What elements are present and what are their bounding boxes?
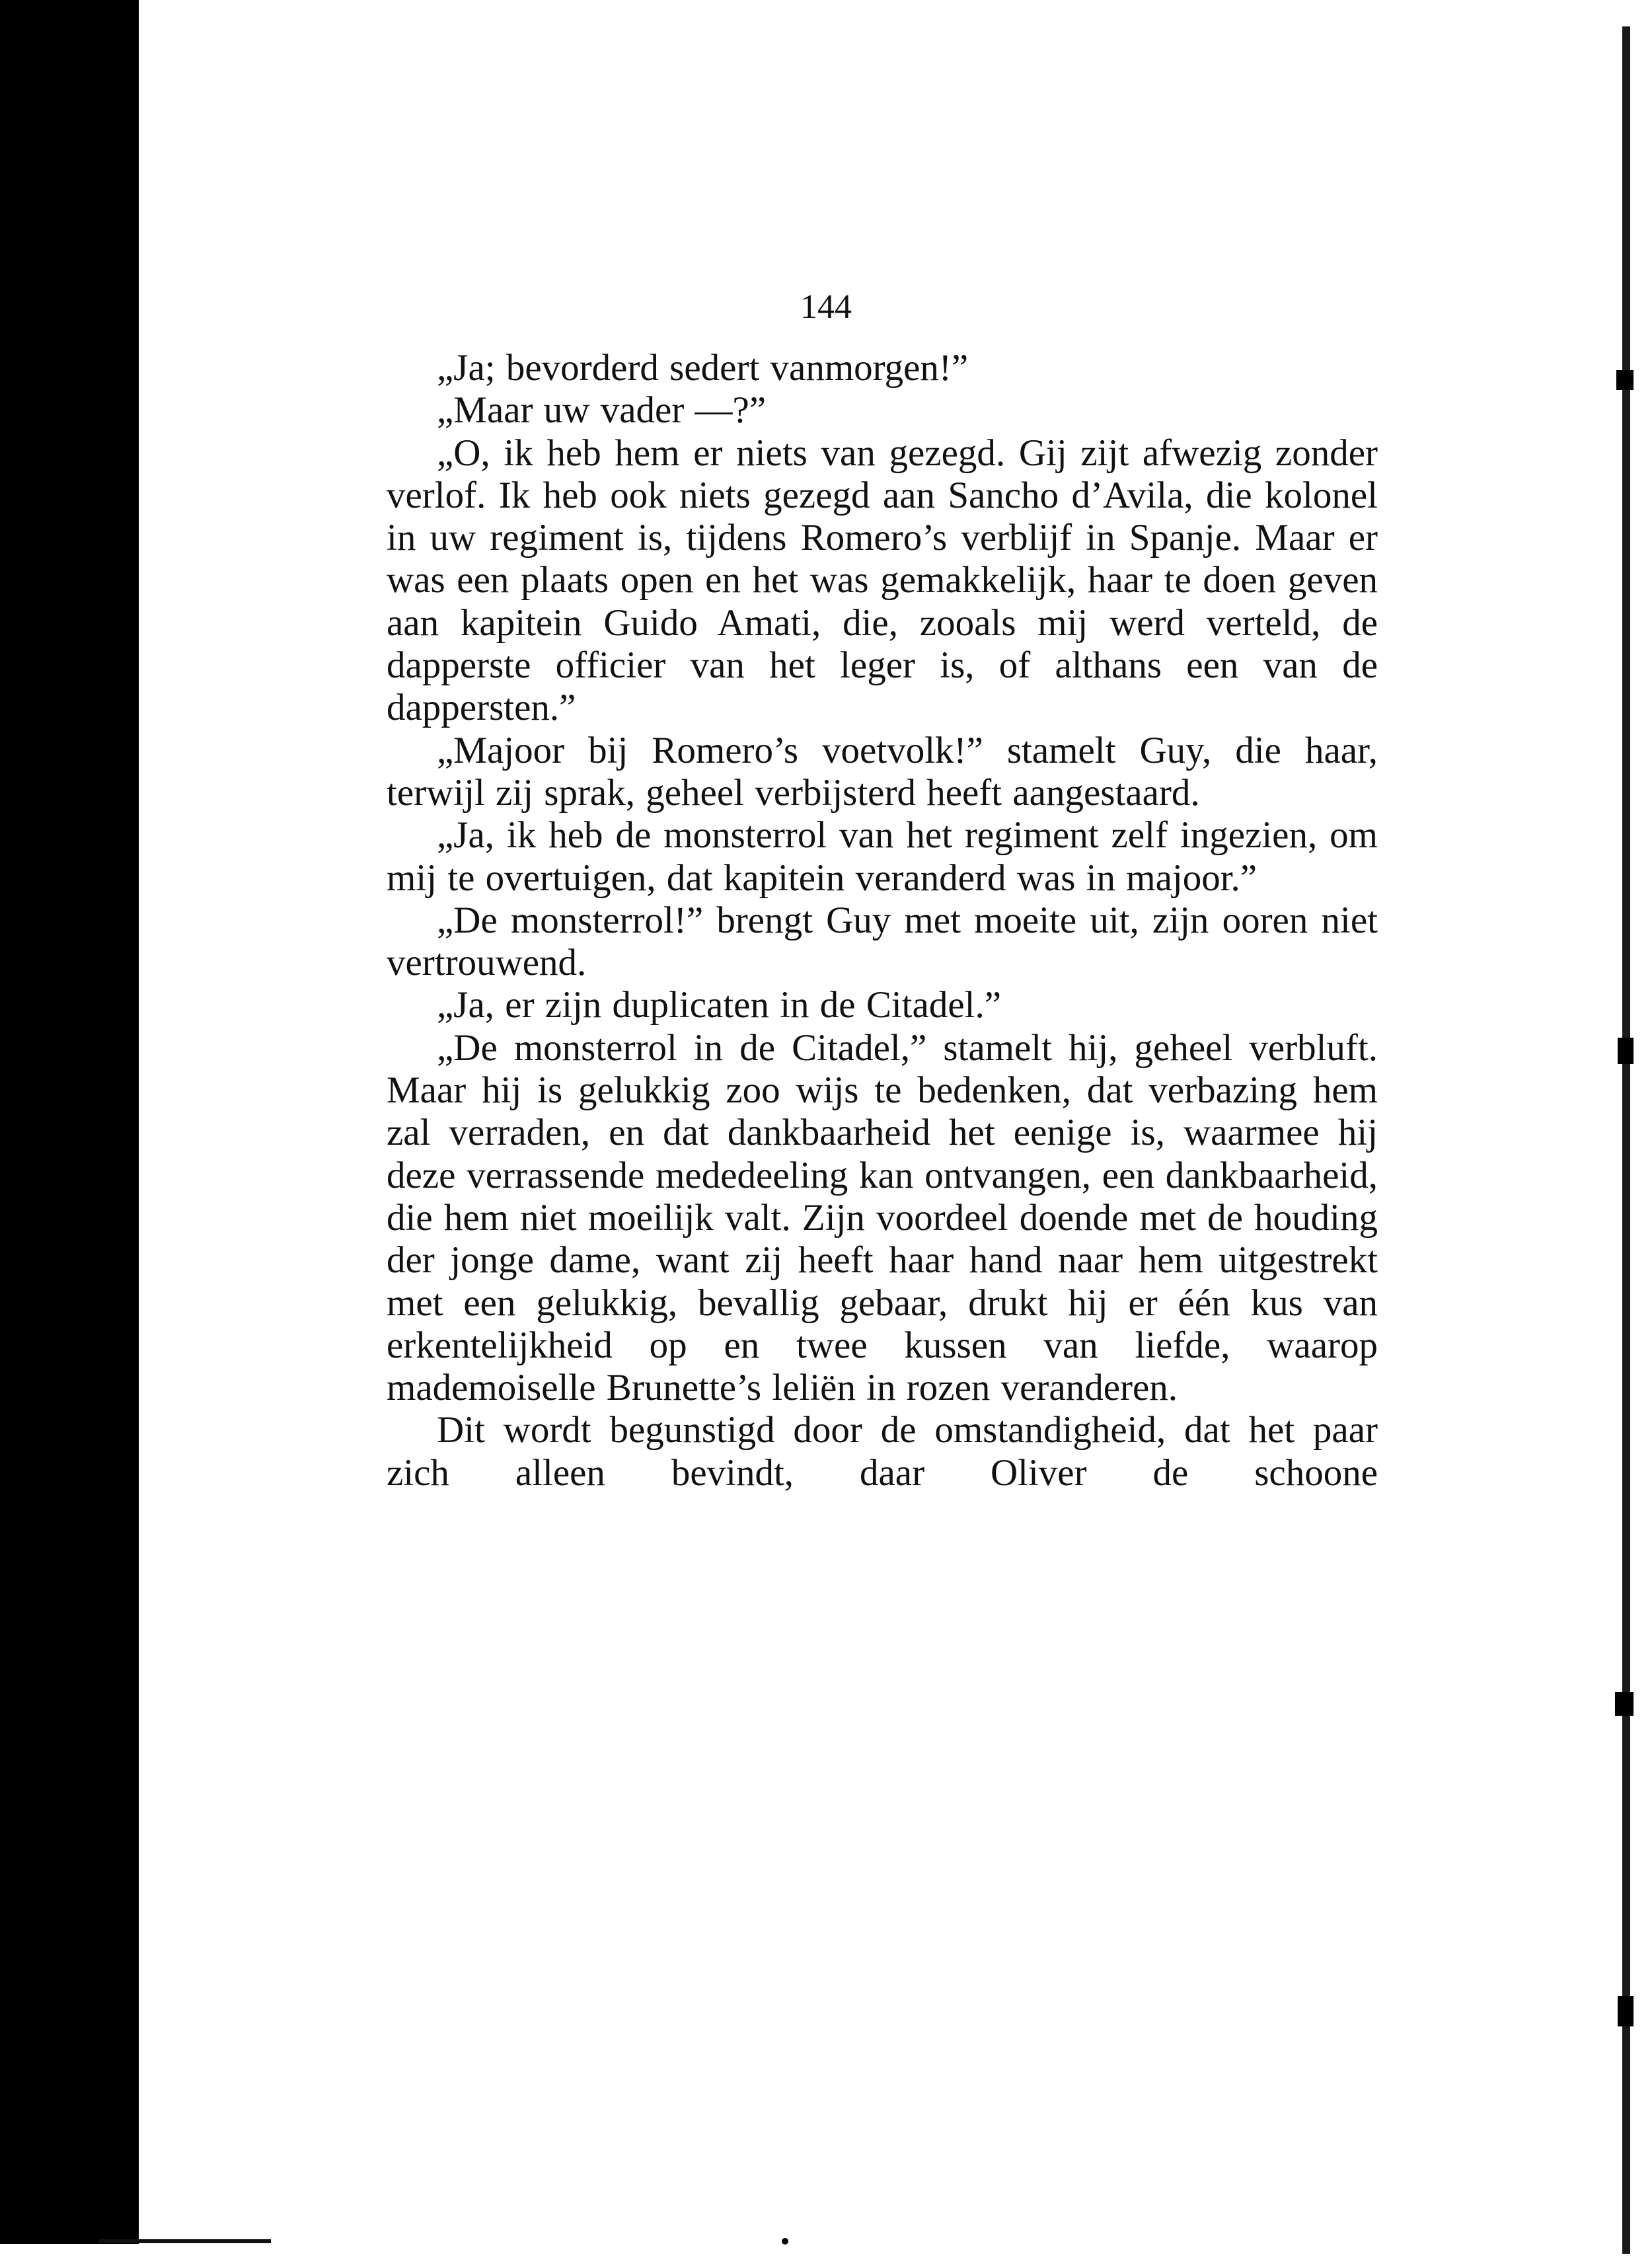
scan-right-edge — [1622, 26, 1630, 2254]
scan-left-border-foot — [99, 2239, 271, 2243]
paragraph: „Majoor bij Romero’s voetvolk!” stamelt Guy, die haar, terwijl zij sprak, geheel verbijsterd heeft aangestaard. — [387, 729, 1378, 814]
paragraph: „Ja, ik heb de monsterrol van het regiment zelf ingezien, om mij te overtuigen, dat kapitein veranderd was in majoor.” — [387, 814, 1378, 899]
scan-edge-speck — [1615, 1692, 1633, 1716]
body-text — [387, 347, 1378, 1494]
scan-edge-speck — [1616, 370, 1633, 390]
paragraph: Dit wordt begunstigd door de omstandigheid, dat het paar zich alleen bevindt, daar Oliver de schoone — [387, 1409, 1378, 1494]
paragraph: „De monsterrol in de Citadel,” stamelt hij, geheel verbluft. Maar hij is gelukkig zoo wijs te bedenken, dat verbazing hem zal verraden, en dat dankbaarheid het eenige is, waarmee hij deze verrassende mededeeling kan ontvangen, een dankbaarheid, die hem niet moeilijk valt. Zijn voordeel doende met de houding der jonge dame, want zij heeft haar hand naar hem uitgestrekt met een gelukkig, bevallig gebaar, drukt hij er één kus van erkentelijkheid op en twee kussen van liefde, waarop mademoiselle Brunette’s leliën in rozen veranderen. — [387, 1026, 1378, 1409]
print-speck — [782, 2238, 788, 2245]
paragraph: „Ja, er zijn duplicaten in de Citadel.” — [437, 984, 1002, 1026]
scan-edge-speck — [1618, 1038, 1633, 1064]
paragraph: „De monsterrol!” brengt Guy met moeite uit, zijn ooren niet vertrouwend. — [387, 899, 1378, 984]
scan-left-border — [0, 0, 139, 2244]
paragraph: „Maar uw vader —?” — [437, 389, 767, 432]
paragraph: „Ja; bevorderd sedert vanmorgen!” — [437, 347, 969, 389]
page-number: 144 — [800, 288, 852, 326]
scan-edge-speck — [1618, 1996, 1633, 2026]
paragraph: „O, ik heb hem er niets van gezegd. Gij zijt afwezig zonder verlof. Ik heb ook niets gezegd aan Sancho d’Avila, die kolonel in uw regiment is, tijdens Romero’s verblijf in Spanje. Maar er was een plaats open en het was gemakkelijk, haar te doen geven aan kapitein Guido Amati, die, zooals mij werd verteld, de dapperste officier van het leger is, of althans een van de dappersten.” — [387, 432, 1378, 729]
